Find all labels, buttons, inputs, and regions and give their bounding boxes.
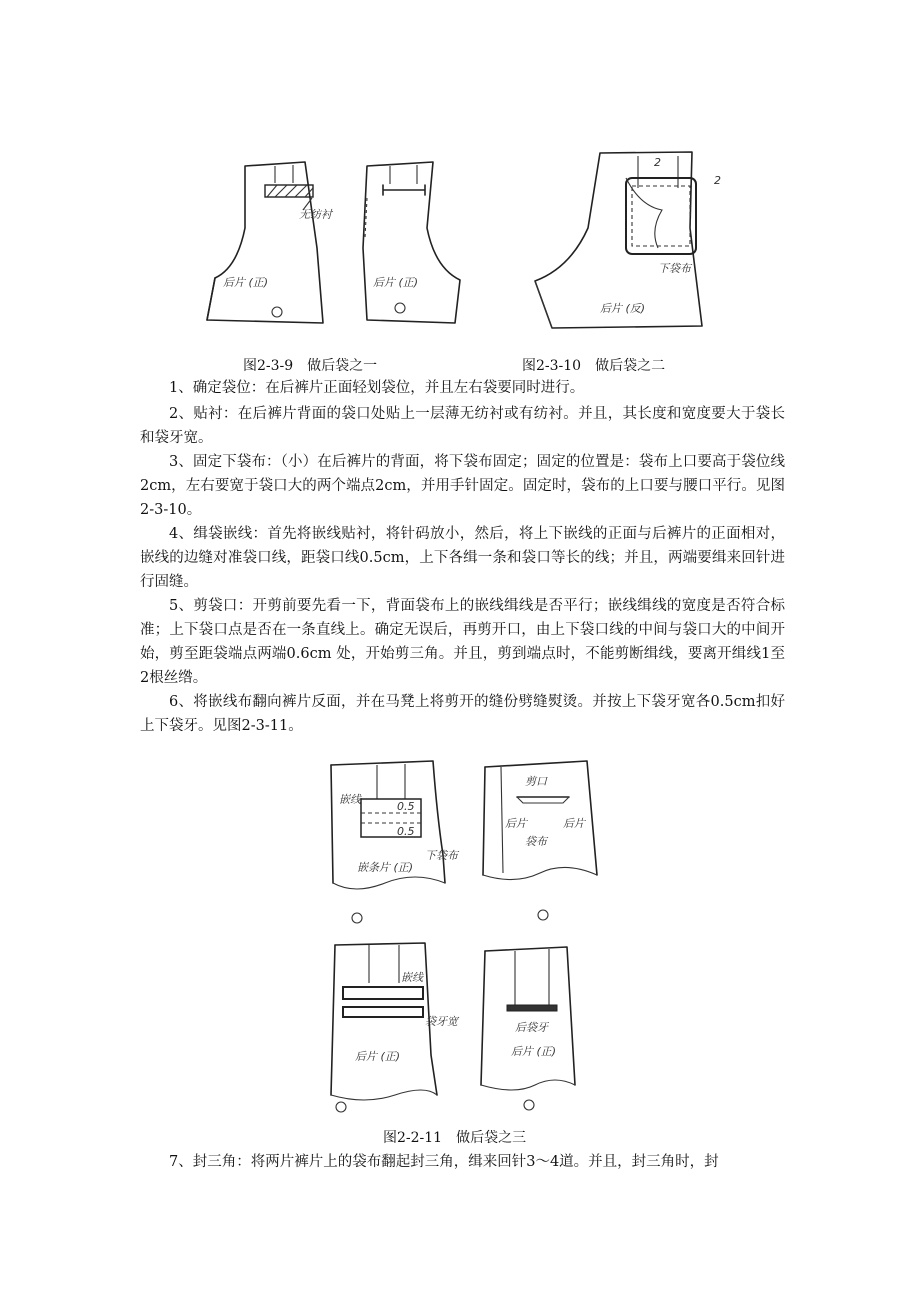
label-back-b: 后片	[563, 817, 585, 830]
label-lower-cloth: 下袋布	[425, 849, 458, 862]
label-back-piece-2: 后片 (正)	[373, 276, 419, 289]
caption-fig-2-2-11: 图2-2-11 做后袋之三	[383, 1130, 527, 1146]
paragraph-2: 2、贴衬：在后裤片背面的袋口处贴上一层薄无纺衬或有纺衬。并且，其长度和宽度要大于袋长和袋牙宽。	[140, 406, 785, 446]
paragraph-3: 3、固定下袋布：（小）在后裤片的背面，将下袋布固定；固定的位置是：袋布上口要高于袋位线2cm，左右要宽于袋口大的两个端点2cm，并用手针固定。固定时，袋布的上口要与腰口平行。见图2-3-10。	[140, 454, 785, 518]
caption-fig-2-3-10: 图2-3-10 做后袋之二	[522, 358, 666, 374]
label-2b: 2	[714, 174, 721, 187]
label-welt-width: 袋牙宽	[425, 1015, 458, 1028]
label-05-a: 0.5	[397, 800, 415, 813]
figure-2-2-11	[325, 755, 615, 1125]
trouser-back-sketch-2	[530, 148, 720, 333]
label-back-welt: 后袋牙	[515, 1021, 548, 1034]
figure-2-3-10	[530, 148, 720, 333]
label-interlining: 无纺衬	[299, 208, 332, 221]
label-piping-1: 嵌线	[339, 793, 361, 806]
paragraph-4: 4、缉袋嵌线：首先将嵌线贴衬，将针码放小，然后，将上下嵌线的正面与后裤片的正面相对，嵌线的边缝对准袋口线，距袋口线0.5cm，上下各缉一条和袋口等长的线；并且，两端要缉来回针进行固缝。	[140, 526, 785, 590]
paragraph-5: 5、剪袋口：开剪前要先看一下，背面袋布上的嵌线缉线是否平行；嵌线缉线的宽度是否符合标准；上下袋口点是否在一条直线上。确定无误后，再剪开口，由上下袋口线的中间与袋口大的中间开始，剪至距袋端点两端0.6cm 处，开始剪三角。并且，剪到端点时，不能剪断缉线，要离开缉线1至2根丝绺。	[140, 598, 785, 686]
label-05-b: 0.5	[397, 825, 415, 838]
figure-2-3-9	[195, 158, 485, 333]
label-notch: 剪口	[525, 775, 547, 788]
label-back-piece-reverse: 后片 (反)	[600, 302, 646, 315]
paragraph-7: 7、封三角：将两片裤片上的袋布翻起封三角，缉来回针3～4道。并且，封三角时，封	[169, 1154, 719, 1170]
label-back-front-3: 后片 (正)	[355, 1050, 401, 1063]
trouser-back-sketch-1	[195, 158, 485, 333]
pocket-steps-sketch	[325, 755, 615, 1125]
caption-fig-2-3-9: 图2-3-9 做后袋之一	[243, 358, 378, 374]
label-piping-3: 嵌线	[401, 971, 423, 984]
paragraph-6: 6、将嵌线布翻向裤片反面，并在马凳上将剪开的缝份劈缝熨烫。并按上下袋牙宽各0.5cm扣好上下袋牙。见图2-3-11。	[140, 694, 785, 734]
label-back-a: 后片	[505, 817, 527, 830]
label-pocket-cloth: 袋布	[525, 835, 547, 848]
label-lower-pocket-cloth: 下袋布	[658, 262, 691, 275]
label-2a: 2	[654, 156, 661, 169]
paragraph-1: 1、确定袋位：在后裤片正面轻划袋位，并且左右袋要同时进行。	[169, 380, 585, 396]
label-back-front-4: 后片 (正)	[511, 1045, 557, 1058]
label-piping-piece: 嵌条片 (正)	[357, 861, 414, 874]
label-back-piece: 后片 (正)	[223, 276, 269, 289]
